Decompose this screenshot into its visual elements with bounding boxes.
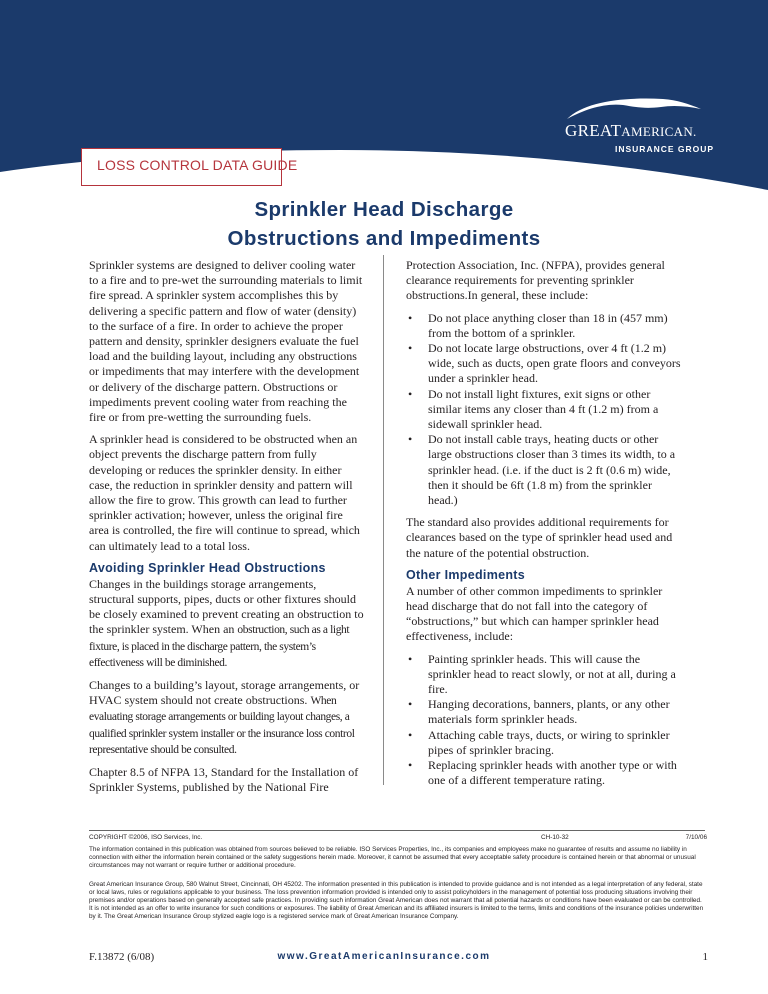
guide-label: LOSS CONTROL DATA GUIDE bbox=[97, 157, 298, 173]
disclaimer-great-american: Great American Insurance Group, 580 Walnut Street, Cincinnati, OH 45202. The information presented in this publication is intended to provide guidance and is not intended as a legal interpretation of any federal, state or local laws, rules or regulations applicable to your business. The loss prevention information provided is intended only to assist policyholders in the management of potential loss producing situations involving their premises and/or operations based on generally accepted safe practices. In providing such information Great American does not warrant that all potential hazards or conditions have been evaluated or can be controlled. It is not intended as an offer to write insurance for such conditions or exposures. The liability of Great American and its affiliated insurers is limited to the terms, limits and conditions of the insurance policies underwritten by it. The Great American Insurance Group stylized eagle logo is a registered service mark of Great American Insurance Company. bbox=[89, 881, 704, 920]
website-link[interactable]: www.GreatAmericanInsurance.com bbox=[277, 951, 491, 962]
bullet-icon: • bbox=[408, 432, 413, 447]
list-item-text: Painting sprinkler heads. This will cause the sprinkler head to react slowly, or not at all, during a fire. bbox=[428, 651, 676, 697]
copyright-line bbox=[89, 834, 707, 843]
list-item bbox=[406, 311, 682, 341]
list-item bbox=[406, 728, 682, 758]
column-divider bbox=[383, 255, 384, 785]
paragraph: Chapter 8.5 of NFPA 13, Standard for the Installation of Sprinkler Systems, published by the National Fire bbox=[89, 765, 359, 795]
guide-label-box bbox=[81, 148, 298, 186]
list-item-text: Do not install light fixtures, exit signs or other similar items any closer than 4 ft (1.2 m) from a sidewall sprinkler head. bbox=[428, 386, 659, 432]
logo-subtitle: INSURANCE GROUP bbox=[615, 144, 715, 154]
list-item bbox=[406, 432, 682, 508]
list-item-text: Do not place anything closer than 18 in (457 mm) from the bottom of a sprinkler. bbox=[428, 310, 668, 340]
great-american-logo bbox=[565, 95, 715, 165]
section-heading-avoiding: Avoiding Sprinkler Head Obstructions bbox=[89, 560, 326, 575]
document-code: CH-10-32 bbox=[541, 834, 569, 841]
document-date: 7/10/06 bbox=[685, 834, 707, 841]
paragraph: The standard also provides additional requirements for clearances based on the type of sprinkler head used and the nature of the potential obstruction. bbox=[406, 515, 673, 560]
list-item-text: Hanging decorations, banners, plants, or any other materials form sprinkler heads. bbox=[428, 697, 670, 727]
bullet-icon: • bbox=[408, 386, 413, 401]
bullet-icon: • bbox=[408, 758, 413, 773]
form-number: F.13872 (6/08) bbox=[89, 951, 155, 963]
list-item bbox=[406, 387, 682, 433]
list-item bbox=[406, 697, 682, 727]
section-heading-other: Other Impediments bbox=[406, 567, 526, 582]
paragraph-part: Changes to a building’s layout, storage arrangements, or HVAC system should not create obstructions. bbox=[89, 678, 360, 708]
footer-rule bbox=[89, 830, 705, 831]
list-item-text: Attaching cable trays, ducts, or wiring to sprinkler pipes of sprinkler bracing. bbox=[428, 727, 670, 757]
bullet-list bbox=[406, 652, 682, 789]
document-title bbox=[0, 195, 768, 253]
bullet-icon: • bbox=[408, 727, 413, 742]
title-line-2: Obstructions and Impediments bbox=[227, 227, 541, 250]
logo-name-american: AMERICAN. bbox=[621, 124, 697, 139]
list-item bbox=[406, 758, 682, 788]
copyright-text: COPYRIGHT ©2006, ISO Services, Inc. bbox=[89, 834, 203, 841]
title-line-1: Sprinkler Head Discharge bbox=[254, 198, 514, 221]
paragraph bbox=[89, 577, 364, 671]
bullet-icon: • bbox=[408, 310, 413, 325]
list-item-text: Do not locate large obstructions, over 4 ft (1.2 m) wide, such as ducts, open grate floors and conveyors under a sprinkler head. bbox=[428, 341, 681, 386]
bullet-icon: • bbox=[408, 651, 413, 666]
bullet-icon: • bbox=[408, 697, 413, 712]
paragraph-part: obstruction, such as a light fixture, is placed in the discharge pattern, the system’s effectiveness will be diminished. bbox=[89, 624, 350, 669]
left-column bbox=[89, 258, 364, 803]
paragraph: A sprinkler head is considered to be obstructed when an object prevents the discharge pattern from fully developing or reduces the sprinkler density. In either case, the reduction in sprinkler density and pattern will allow the fire to grow. This growth can lead to further sprinkler activation; however, unless the original fire area is controlled, the fire will continue to spread, which can ultimately lead to a total loss. bbox=[89, 432, 360, 553]
logo-name-great: GREAT bbox=[565, 121, 622, 140]
paragraph: A number of other common impediments to sprinkler head discharge that do not fall into the category of “obstructions,” but which can hamper sprinkler head effectiveness, include: bbox=[406, 583, 663, 644]
paragraph: Protection Association, Inc. (NFPA), provides general clearance requirements for preventing sprinkler obstructions.In general, these include: bbox=[406, 258, 665, 303]
paragraph-part: Changes in the buildings storage arrangements, structural supports, pipes, ducts or other fixtures should be closely examined to prevent creating an obstruction to the sprinkler system. When an bbox=[89, 576, 364, 637]
bullet-icon: • bbox=[408, 341, 413, 356]
logo-name bbox=[565, 121, 697, 141]
disclaimer-iso: The information contained in this publication was obtained from sources believed to be reliable. ISO Services Properties, Inc., its companies and employees make no guarantee of results and assume no liability in connection with either the information herein contained or the safety suggestions herein made. Moreover, it cannot be assumed that every acceptable safety procedure is contained herein or that abnormal or unusual circumstances may not warrant or require further or additional procedure. bbox=[89, 846, 696, 869]
paragraph: Sprinkler systems are designed to deliver cooling water to a fire and to pre-wet the surrounding materials to limit fire spread. A sprinkler system accomplishes this by delivering a specific pattern and flow of water (density) to the surface of a fire. In order to achieve the proper pattern and density, sprinkler designers evaluate the fuel load and the building layout, including any obstructions or impediments that may interfere with the development or delivery of the discharge pattern. Obstructions or impediments prevent cooling water from reaching the fire or from pre-wetting the surrounding fuels. bbox=[89, 258, 363, 425]
paragraph-part: When evaluating storage arrangements or building layout changes, a qualified sprinkler system installer or the insurance loss control representative should be consulted. bbox=[89, 695, 355, 756]
right-column bbox=[406, 258, 682, 796]
list-item-text: Do not install cable trays, heating ducts or other large obstructions closer than 3 times its width, to a sprinkler head. (i.e. if the duct is 2 ft (0.6 m) wide, then it should be 6ft (1.8 m) from the sprinkler head.) bbox=[428, 432, 676, 508]
page-number: 1 bbox=[702, 951, 708, 963]
list-item bbox=[406, 341, 682, 387]
list-item bbox=[406, 652, 682, 698]
paragraph bbox=[89, 678, 364, 758]
eagle-icon bbox=[565, 95, 705, 121]
bullet-list bbox=[406, 311, 682, 509]
list-item-text: Replacing sprinkler heads with another type or with one of a different temperature rating. bbox=[428, 758, 677, 788]
